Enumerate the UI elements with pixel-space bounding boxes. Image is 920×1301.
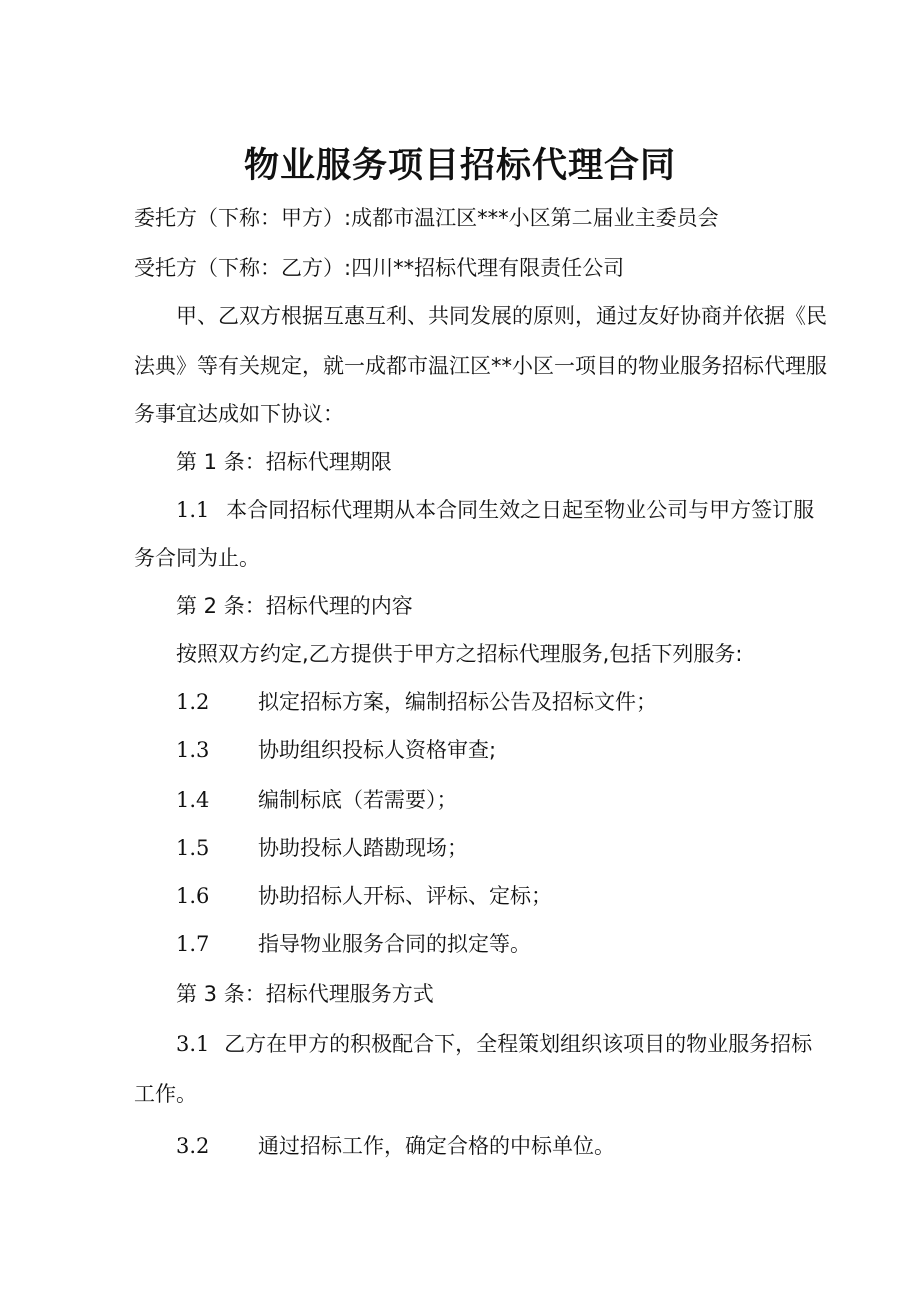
document-title: 物业服务项目招标代理合同 [243, 146, 676, 186]
preamble-line-1: 甲、乙双方根据互惠互利、共同发展的原则，通过友好协商并依据《民 [176, 304, 827, 328]
list-item [176, 930, 876, 958]
clause-number: 1.1 [176, 498, 210, 522]
party-b-line: 受托方（下称：乙方）:四川**招标代理有限责任公司 [134, 256, 625, 280]
article-3-heading: 第 3 条：招标代理服务方式 [176, 982, 434, 1006]
list-item [176, 736, 876, 764]
item-text: 编制标底（若需要）； [258, 788, 458, 812]
clause-text: 通过招标工作，确定合格的中标单位。 [258, 1134, 615, 1158]
clause-number: 3.1 [176, 1032, 210, 1056]
preamble-line-2: 法典》等有关规定，就一成都市温江区**小区一项目的物业服务招标代理服 [134, 354, 827, 378]
item-text: 指导物业服务合同的拟定等。 [258, 932, 531, 956]
clause-text: 本合同招标代理期从本合同生效之日起至物业公司与甲方签订服 [226, 498, 815, 522]
clause-1-1-continued: 务合同为止。 [134, 546, 260, 570]
item-number: 1.4 [176, 788, 210, 812]
list-item [176, 834, 876, 862]
article-2-intro: 按照双方约定,乙方提供于甲方之招标代理服务,包括下列服务: [176, 642, 743, 666]
clause-number: 3.2 [176, 1134, 210, 1158]
item-text: 协助组织投标人资格审查; [258, 738, 497, 762]
article-2-heading: 第 2 条：招标代理的内容 [176, 594, 413, 618]
item-number: 1.5 [176, 836, 210, 860]
item-number: 1.3 [176, 738, 210, 762]
clause-3-2 [176, 1132, 876, 1160]
item-text: 协助投标人踏勘现场； [258, 836, 468, 860]
item-number: 1.7 [176, 932, 210, 956]
party-a-line: 委托方（下称：甲方）:成都市温江区***小区第二届业主委员会 [134, 206, 719, 230]
item-number: 1.2 [176, 690, 210, 714]
list-item [176, 786, 876, 814]
clause-1-1 [176, 496, 814, 524]
item-text: 协助招标人开标、评标、定标； [258, 884, 552, 908]
list-item [176, 688, 876, 716]
list-item [176, 882, 876, 910]
clause-text: 乙方在甲方的积极配合下，全程策划组织该项目的物业服务招标 [224, 1032, 813, 1056]
item-number: 1.6 [176, 884, 210, 908]
preamble-line-3: 务事宜达成如下协议： [134, 402, 344, 426]
clause-3-1-continued: 工作。 [134, 1082, 197, 1106]
clause-3-1 [176, 1030, 812, 1058]
item-text: 拟定招标方案，编制招标公告及招标文件； [258, 690, 657, 714]
article-1-heading: 第 1 条：招标代理期限 [176, 450, 392, 474]
